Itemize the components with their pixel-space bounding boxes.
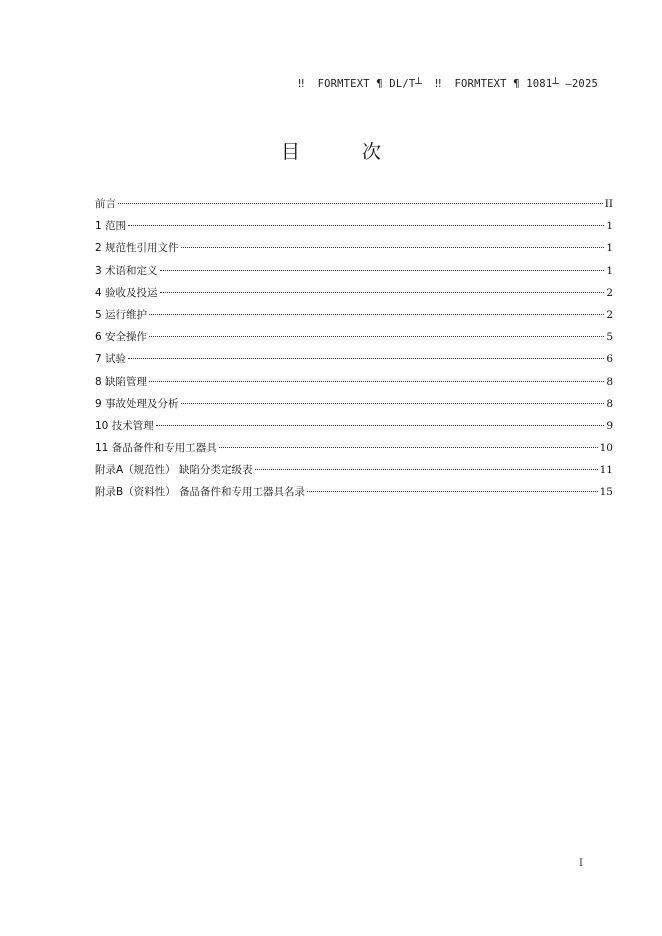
- toc-entry-terms-definitions[interactable]: [95, 262, 613, 284]
- toc-entry-page: 1: [606, 220, 613, 233]
- toc-leader-dots: [128, 358, 604, 359]
- toc-entry-page: 10: [599, 442, 613, 455]
- toc-leader-dots: [149, 314, 604, 315]
- toc-entry-appendix-a[interactable]: [95, 461, 613, 483]
- toc-leader-dots: [160, 292, 605, 293]
- toc-entry-foreword[interactable]: [95, 195, 613, 217]
- toc-entry-label: 7 试验: [95, 353, 127, 366]
- toc-entry-scope[interactable]: [95, 217, 613, 239]
- toc-entry-acceptance-commissioning[interactable]: [95, 284, 613, 306]
- toc-entry-label: 9 事故处理及分析: [95, 397, 179, 410]
- toc-entry-page: 11: [599, 464, 613, 477]
- toc-leader-dots: [181, 247, 605, 248]
- toc-entry-appendix-b[interactable]: [95, 483, 613, 505]
- toc-entry-safety-operation[interactable]: [95, 328, 613, 350]
- toc-entry-label: 10 技术管理: [95, 419, 154, 432]
- toc-entry-page: 8: [606, 375, 613, 388]
- toc-entry-label: 5 运行维护: [95, 308, 148, 321]
- footer-page-number: I: [579, 858, 583, 869]
- toc-entry-page: 2: [606, 308, 613, 321]
- toc-entry-page: II: [604, 198, 613, 210]
- toc-entry-label: 3 术语和定义: [95, 264, 158, 277]
- toc-entry-label: 1 范围: [95, 220, 127, 233]
- toc-entry-technical-management[interactable]: [95, 417, 613, 439]
- toc-leader-dots: [219, 447, 598, 448]
- toc-entry-label: 附录A（规范性） 缺陷分类定级表: [95, 464, 253, 477]
- toc-entry-label: 11 备品备件和专用工器具: [95, 442, 217, 455]
- toc-leader-dots: [156, 425, 605, 426]
- toc-leader-dots: [255, 469, 598, 470]
- toc-entry-page: 9: [606, 419, 613, 432]
- toc-entry-testing[interactable]: [95, 350, 613, 372]
- toc-entry-label: 2 规范性引用文件: [95, 242, 179, 255]
- toc-entry-page: 15: [599, 486, 613, 499]
- document-header: ‼ FORMTEXT ¶ DL/T┴ ‼ FORMTEXT ¶ 1081┴ —2025: [298, 78, 598, 90]
- toc-entry-page: 5: [606, 331, 613, 344]
- page-title: 目 次: [280, 141, 410, 163]
- toc-leader-dots: [160, 270, 605, 271]
- toc-leader-dots: [149, 336, 604, 337]
- toc-entry-defect-management[interactable]: [95, 373, 613, 395]
- toc-entry-normative-references[interactable]: [95, 239, 613, 261]
- toc-leader-dots: [181, 403, 605, 404]
- toc-entry-label: 前言: [95, 198, 116, 210]
- toc-entry-label: 4 验收及投运: [95, 286, 158, 299]
- toc-entry-page: 2: [606, 286, 613, 299]
- toc-leader-dots: [307, 491, 598, 492]
- toc-entry-label: 附录B（资料性） 备品备件和专用工器具名录: [95, 486, 306, 499]
- toc-leader-dots: [128, 225, 604, 226]
- toc-entry-label: 8 缺陷管理: [95, 375, 148, 388]
- toc-entry-operation-maintenance[interactable]: [95, 306, 613, 328]
- toc-entry-accident-handling[interactable]: [95, 395, 613, 417]
- toc-entry-page: 1: [606, 264, 613, 277]
- toc-entry-page: 8: [606, 397, 613, 410]
- toc-entry-page: 1: [606, 242, 613, 255]
- toc-leader-dots: [118, 203, 603, 204]
- toc-entry-page: 6: [606, 353, 613, 366]
- toc-entry-spare-parts-tools[interactable]: [95, 439, 613, 461]
- toc-leader-dots: [149, 381, 604, 382]
- table-of-contents: [95, 195, 613, 506]
- toc-entry-label: 6 安全操作: [95, 331, 148, 344]
